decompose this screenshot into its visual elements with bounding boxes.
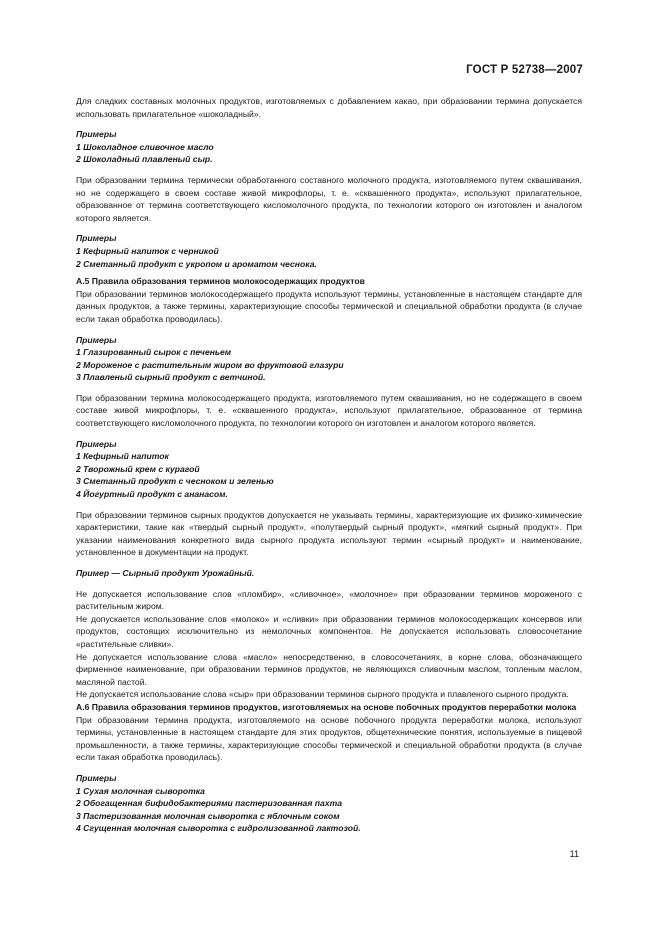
- examples-list: [76, 141, 582, 166]
- examples-heading: Примеры: [76, 438, 117, 449]
- example-line: Пример — Сырный продукт Урожайный.: [76, 568, 255, 578]
- examples-heading: Примеры: [76, 772, 117, 783]
- section-heading-a5: А.5 Правила образования терминов молокосодержащих продуктов: [76, 276, 365, 287]
- example-item: 1 Глазированный сырок с печеньем: [76, 347, 232, 358]
- example-item: 3 Плавленый сырный продукт с ветчиной.: [76, 372, 266, 383]
- paragraph: При образовании термина термически обработанного составного молочного продукта, изготовляемого путем сквашивания, но не содержащего в своем составе живой микрофлоры, т. е. «сквашенного продукта», используют прилагательное, образованное от термина соответствующего кисломолочного продукта, по технологии которого он изготовлен и аналогом которого является.: [76, 174, 582, 223]
- paragraph: При образовании терминов сырных продуктов допускается не указывать термины, характеризующие их физико-химические характеристики, такие как «твердый сырный продукт», «полутвердый сырный продукт», «мягкий сырный продукт». При указании наименования конкретного вида сырного продукта используют термин «сырный продукт» и наименование, установленное в документации на продукт.: [76, 509, 582, 558]
- example-item: 2 Шоколадный плавленый сыр.: [76, 154, 213, 165]
- example-item: 2 Творожный крем с курагой: [76, 463, 200, 474]
- page-number: 11: [569, 849, 579, 859]
- paragraph: При образовании терминов молокосодержащего продукта используют термины, установленные в настоящем стандарте для данных продуктов, а также термины, характеризующие способы термической и специальной обработки продукта (в случае если такая обработка проводилась).: [76, 288, 582, 324]
- paragraph: При образовании термина молокосодержащего продукта, изготовляемого путем сквашивания, но не содержащего в своем составе живой микрофлоры, т. е. «сквашенного продукта», используют прилагательное, образованное от термина соответствующего кисломолочного продукта, по технологии которого он изготовлен и аналогом которого является.: [76, 392, 582, 429]
- paragraph: Не допускается использование слов «молоко» и «сливки» при образовании терминов молокосодержащих консервов или продуктов, состоящих исключительно из немолочных компонентов. Не допускается использовать словосочетание «растительные сливки».: [76, 613, 582, 649]
- example-item: 4 Йогуртный продукт с ананасом.: [76, 489, 228, 500]
- page-content: [76, 95, 582, 835]
- paragraph: Не допускается использование слова «сыр» при образовании терминов сырного продукта и плавленого сырного продукта.: [76, 689, 569, 700]
- example-item: 2 Обогащенная бифидобактериями пастеризованная пахта: [76, 798, 343, 809]
- example-item: 1 Кефирный напиток с черникой: [76, 245, 219, 256]
- paragraph: Для сладких составных молочных продуктов, изготовляемых с добавлением какао, при образовании термина допускается использовать прилагательное «шоколадный».: [76, 96, 582, 119]
- example-item: 3 Сметанный продукт с чесноком и зеленью: [76, 476, 274, 487]
- examples-heading: Примеры: [76, 129, 117, 140]
- paragraph: При образовании термина продукта, изготовляемого на основе побочного продукта переработки молока, используют термины, установленные в настоящем стандарте для этих продуктов, общетехнические понятия, используемые в пищевой промышленности, а также термины, характеризующие способы термической и специальной обработки продукта (в случае если такая обработка проводилась).: [76, 714, 582, 763]
- example-item: 4 Сгущенная молочная сыворотка с гидролизованной лактозой.: [76, 823, 361, 834]
- paragraph: Не допускается использование слова «масло» непосредственно, в словосочетаниях, в корне слова, обозначающего фирменное наименование, при образовании терминов продуктов, не являющихся сливочным маслом, топленым маслом, масляной пастой.: [76, 651, 582, 687]
- paragraph: Не допускается использование слов «пломбир», «сливочное», «молочное» при образовании терминов мороженого с растительным жиром.: [76, 588, 582, 612]
- example-item: 1 Кефирный напиток: [76, 451, 169, 462]
- example-item: 1 Сухая молочная сыворотка: [76, 785, 205, 796]
- examples-heading: Примеры: [76, 233, 117, 244]
- example-item: 2 Сметанный продукт с укропом и ароматом чеснока.: [76, 258, 317, 269]
- examples-heading: Примеры: [76, 334, 117, 345]
- document-code: ГОСТ Р 52738—2007: [466, 64, 583, 76]
- section-heading-a6: А.6 Правила образования терминов продуктов, изготовляемых на основе побочных продуктов переработки молока: [76, 701, 577, 712]
- example-item: 2 Мороженое с растительным жиром во фруктовой глазури: [76, 359, 344, 370]
- example-item: 3 Пастеризованная молочная сыворотка с яблочным соком: [76, 810, 340, 821]
- example-item: 1 Шоколадное сливочное масло: [76, 141, 214, 152]
